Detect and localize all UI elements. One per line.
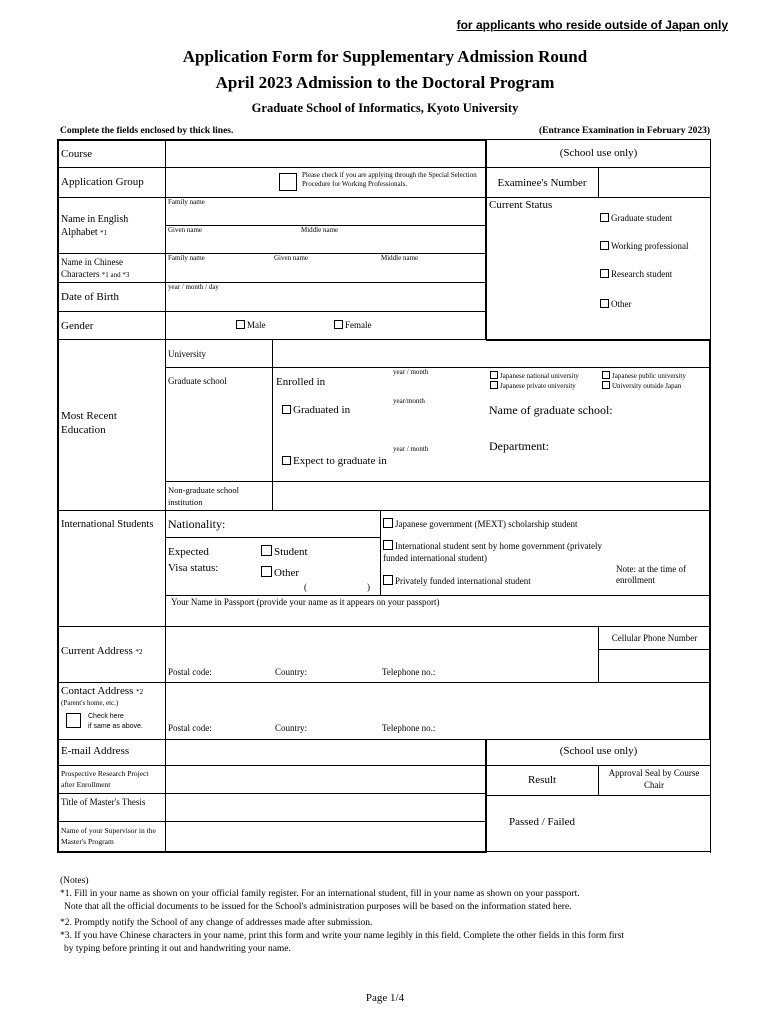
form-title: Application Form for Supplementary Admission Round — [182, 47, 588, 66]
note-1a: *1. Fill in your name as shown on your official family register. For an international student, fill in your name as shown on your passport. — [60, 889, 580, 899]
checkbox-icon — [261, 545, 272, 556]
checkbox-icon — [282, 405, 291, 414]
school-use-only-label: (School use only) — [559, 147, 638, 159]
status-graduate[interactable]: Graduate student — [600, 213, 672, 223]
checkbox-icon — [490, 371, 498, 379]
supervisor-label: Name of your Supervisor in the Master's Program — [61, 826, 156, 846]
current-address-label: Current Address *2 — [61, 645, 143, 657]
department-label: Department: — [489, 439, 549, 453]
scholarship-private[interactable]: Privately funded international student — [383, 575, 531, 586]
page-number: Page 1/4 — [365, 992, 405, 1004]
checkbox-icon — [490, 381, 498, 389]
same-as-above-checkbox[interactable] — [66, 713, 81, 728]
checkbox-icon — [383, 540, 393, 550]
expect-year-month-hint: year / month — [393, 445, 429, 453]
notes-heading: (Notes) — [60, 876, 89, 886]
univ-type-private[interactable]: Japanese private university — [490, 381, 576, 391]
thesis-title-label: Title of Master's Thesis — [61, 797, 146, 807]
checkbox-icon — [236, 320, 245, 329]
note-2: *2. Promptly notify the School of any change of addresses made after submission. — [60, 918, 373, 928]
checkbox-icon — [602, 371, 610, 379]
gender-male[interactable]: Male — [236, 320, 266, 330]
dob-hint: year / month / day — [168, 283, 219, 291]
current-postal-code: Postal code: — [168, 667, 212, 677]
current-telephone: Telephone no.: — [382, 667, 436, 677]
gender-label: Gender — [61, 320, 94, 332]
examinee-number-label: Examinee's Number — [497, 177, 587, 189]
visa-student-option[interactable]: Student — [261, 545, 308, 559]
visa-status-label: Visa status: — [168, 562, 219, 574]
checkbox-icon — [282, 456, 291, 465]
school-use-only-label-2: (School use only) — [559, 745, 638, 757]
visa-other-paren-close: ) — [367, 582, 370, 592]
given-name-hint: Given name — [168, 226, 203, 234]
family-name-hint: Family name — [168, 198, 205, 206]
nationality-label: Nationality: — [168, 517, 226, 531]
chinese-middle-name-hint: Middle name — [381, 254, 419, 262]
contact-address-label: Contact Address *2 — [61, 685, 144, 697]
chinese-family-name-hint: Family name — [168, 254, 205, 262]
application-form-table — [57, 139, 711, 853]
checkbox-icon — [334, 320, 343, 329]
graduated-in-option[interactable]: Graduated in — [282, 403, 350, 417]
visa-other-paren-open: ( — [304, 582, 307, 592]
date-of-birth-label: Date of Birth — [61, 291, 120, 303]
result-label: Result — [527, 774, 557, 786]
checkbox-icon — [383, 518, 393, 528]
approval-seal-label: Approval Seal by Course Chair — [608, 768, 700, 790]
status-working[interactable]: Working professional — [600, 241, 689, 251]
passed-failed-label: Passed / Failed — [509, 816, 575, 828]
contact-postal-code: Postal code: — [168, 723, 212, 733]
gender-female[interactable]: Female — [334, 320, 372, 330]
expected-label: Expected — [168, 546, 209, 558]
note-1b: Note that all the official documents to be issued for the School's administration purposes will be based on the information stated here. — [64, 902, 572, 912]
chinese-given-name-hint: Given name — [274, 254, 309, 262]
instructions: Complete the fields enclosed by thick lines. — [60, 126, 234, 136]
exam-note: (Entrance Examination in February 2023) — [539, 126, 710, 136]
course-label: Course — [61, 148, 93, 160]
univ-type-overseas[interactable]: University outside Japan — [602, 381, 681, 391]
note-3b: by typing before printing it out and handwriting your name. — [64, 944, 291, 954]
checkbox-icon — [600, 269, 609, 278]
contact-telephone: Telephone no.: — [382, 723, 436, 733]
status-research[interactable]: Research student — [600, 269, 672, 279]
school-name: Graduate School of Informatics, Kyoto University — [251, 101, 519, 115]
non-grad-label: Non-graduate school institution — [168, 485, 240, 507]
special-selection-note: Please check if you are applying through the Special Selection Procedure for Working Professionals. — [302, 171, 477, 188]
expect-graduate-option[interactable]: Expect to graduate in — [282, 454, 387, 468]
status-other[interactable]: Other — [600, 299, 632, 309]
middle-name-hint: Middle name — [301, 226, 339, 234]
most-recent-education-label: Most Recent Education — [61, 410, 117, 436]
check-here-label: Check here — [88, 713, 124, 720]
note-3a: *3. If you have Chinese characters in your name, print this form and write your name legibly in this field. Complete the other fields in this form first — [60, 931, 625, 941]
enrolled-year-month-hint: year / month — [393, 368, 429, 376]
overseas-applicants-note: for applicants who reside outside of Japan only — [456, 18, 728, 32]
scholarship-home-govt[interactable]: International student sent by home government (privately funded international student) — [383, 541, 602, 563]
checkbox-icon — [602, 381, 610, 389]
current-country: Country: — [275, 667, 308, 677]
scholarship-mext[interactable]: Japanese government (MEXT) scholarship student — [383, 518, 577, 529]
contact-country: Country: — [275, 723, 308, 733]
cellular-phone-label: Cellular Phone Number — [611, 633, 698, 643]
name-chinese-label: Name in Chinese Characters *1 and *3 — [61, 257, 130, 279]
enrollment-note: Note: at the time of enrollment — [616, 564, 686, 585]
email-label: E-mail Address — [61, 745, 130, 757]
checkbox-icon — [600, 241, 609, 250]
university-label: University — [168, 349, 206, 359]
checkbox-icon — [600, 213, 609, 222]
parents-home-note: (Parent's home, etc.) — [61, 699, 119, 707]
graduate-school-label: Graduate school — [168, 376, 227, 386]
if-same-label: if same as above. — [88, 723, 143, 730]
research-project-label: Prospective Research Project after Enrollment — [61, 769, 149, 789]
checkbox-icon — [383, 575, 393, 585]
application-group-label: Application Group — [61, 176, 144, 188]
passport-name-note: Your Name in Passport (provide your name as it appears on your passport) — [171, 597, 440, 607]
visa-other-option[interactable]: Other — [261, 566, 299, 580]
enrolled-in-label: Enrolled in — [276, 376, 326, 388]
checkbox-icon — [600, 299, 609, 308]
univ-type-public[interactable]: Japanese public university — [602, 371, 686, 381]
checkbox-icon — [261, 566, 272, 577]
international-students-label: International Students — [61, 519, 154, 530]
special-selection-checkbox[interactable] — [279, 173, 297, 191]
name-english-label: Name in English Alphabet *1 — [61, 214, 129, 238]
current-status-label: Current Status — [489, 199, 553, 211]
grad-school-name-label: Name of graduate school: — [489, 403, 613, 417]
graduated-year-month-hint: year/month — [393, 397, 425, 405]
univ-type-national[interactable]: Japanese national university — [490, 371, 579, 381]
form-subtitle: April 2023 Admission to the Doctoral Program — [215, 73, 555, 92]
